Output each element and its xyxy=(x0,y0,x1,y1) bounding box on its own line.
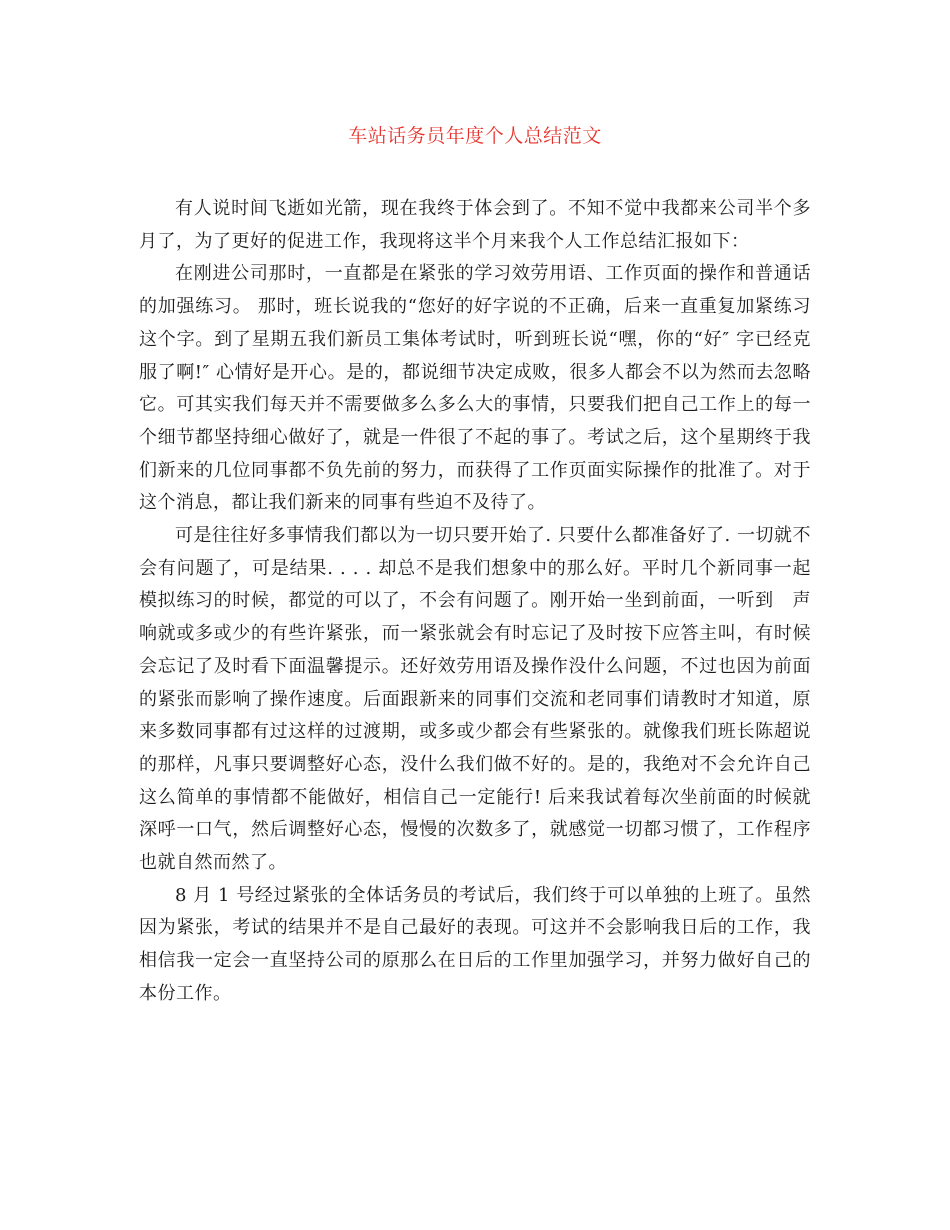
paragraph: 在刚进公司那时，一直都是在紧张的学习效劳用语、工作页面的操作和普通话的加强练习。 那时，班长说我的“您好的好字说的不正确，后来一直重复加紧练习这个字。到了星期五我们新员工集体考试时，听到班长说“嘿，你的“好″ 字已经克服了啊!″ 心情好是开心。是的，都说细节决定成败，很多人都会不以为然而去忽略它。可其实我们每天并不需要做多么多么大的事情，只要我们把自己工作上的每一个细节都坚持细心做好了，就是一件很了不起的事了。考试之后，这个星期终于我们新来的几位同事都不负先前的努力，而获得了工作页面实际操作的批准了。对于这个消息，都让我们新来的同事有些迫不及待了。 xyxy=(139,263,811,514)
document-body xyxy=(139,193,811,1011)
paragraph: 可是往往好多事情我们都以为一切只要开始了. 只要什么都准备好了. 一切就不会有问题了，可是结果. . . . 却总不是我们想象中的那么好。平时几个新同事一起模拟练习的时候，都觉的可以了，不会有问题了。刚开始一坐到前面，一听到 声响就或多或少的有些许紧张，而一紧张就会有时忘记了及时按下应答主叫，有时候会忘记了及时看下面温馨提示。还好效劳用语及操作没什么问题，不过也因为前面的紧张而影响了操作速度。后面跟新来的同事们交流和老同事们请教时才知道，原来多数同事都有过这样的过渡期，或多或少都会有些紧张的。就像我们班长陈超说的那样，凡事只要调整好心态，没什么我们做不好的。是的，我绝对不会允许自己这么简单的事情都不能做好，相信自己一定能行! 后来我试着每次坐前面的时候就深呼一口气，然后调整好心态，慢慢的次数多了，就感觉一切都习惯了，工作程序也就自然而然了。 xyxy=(139,525,811,874)
paragraph: 8 月 1 号经过紧张的全体话务员的考试后，我们终于可以单独的上班了。虽然因为紧张，考试的结果并不是自己最好的表现。可这并不会影响我日后的工作，我相信我一定会一直坚持公司的原那么在日后的工作里加强学习，并努力做好自己的本份工作。 xyxy=(139,884,811,1004)
document-title: 车站话务员年度个人总结范文 xyxy=(348,125,602,147)
paragraph: 有人说时间飞逝如光箭，现在我终于体会到了。不知不觉中我都来公司半个多月了，为了更好的促进工作，我现将这半个月来我个人工作总结汇报如下： xyxy=(139,198,811,252)
